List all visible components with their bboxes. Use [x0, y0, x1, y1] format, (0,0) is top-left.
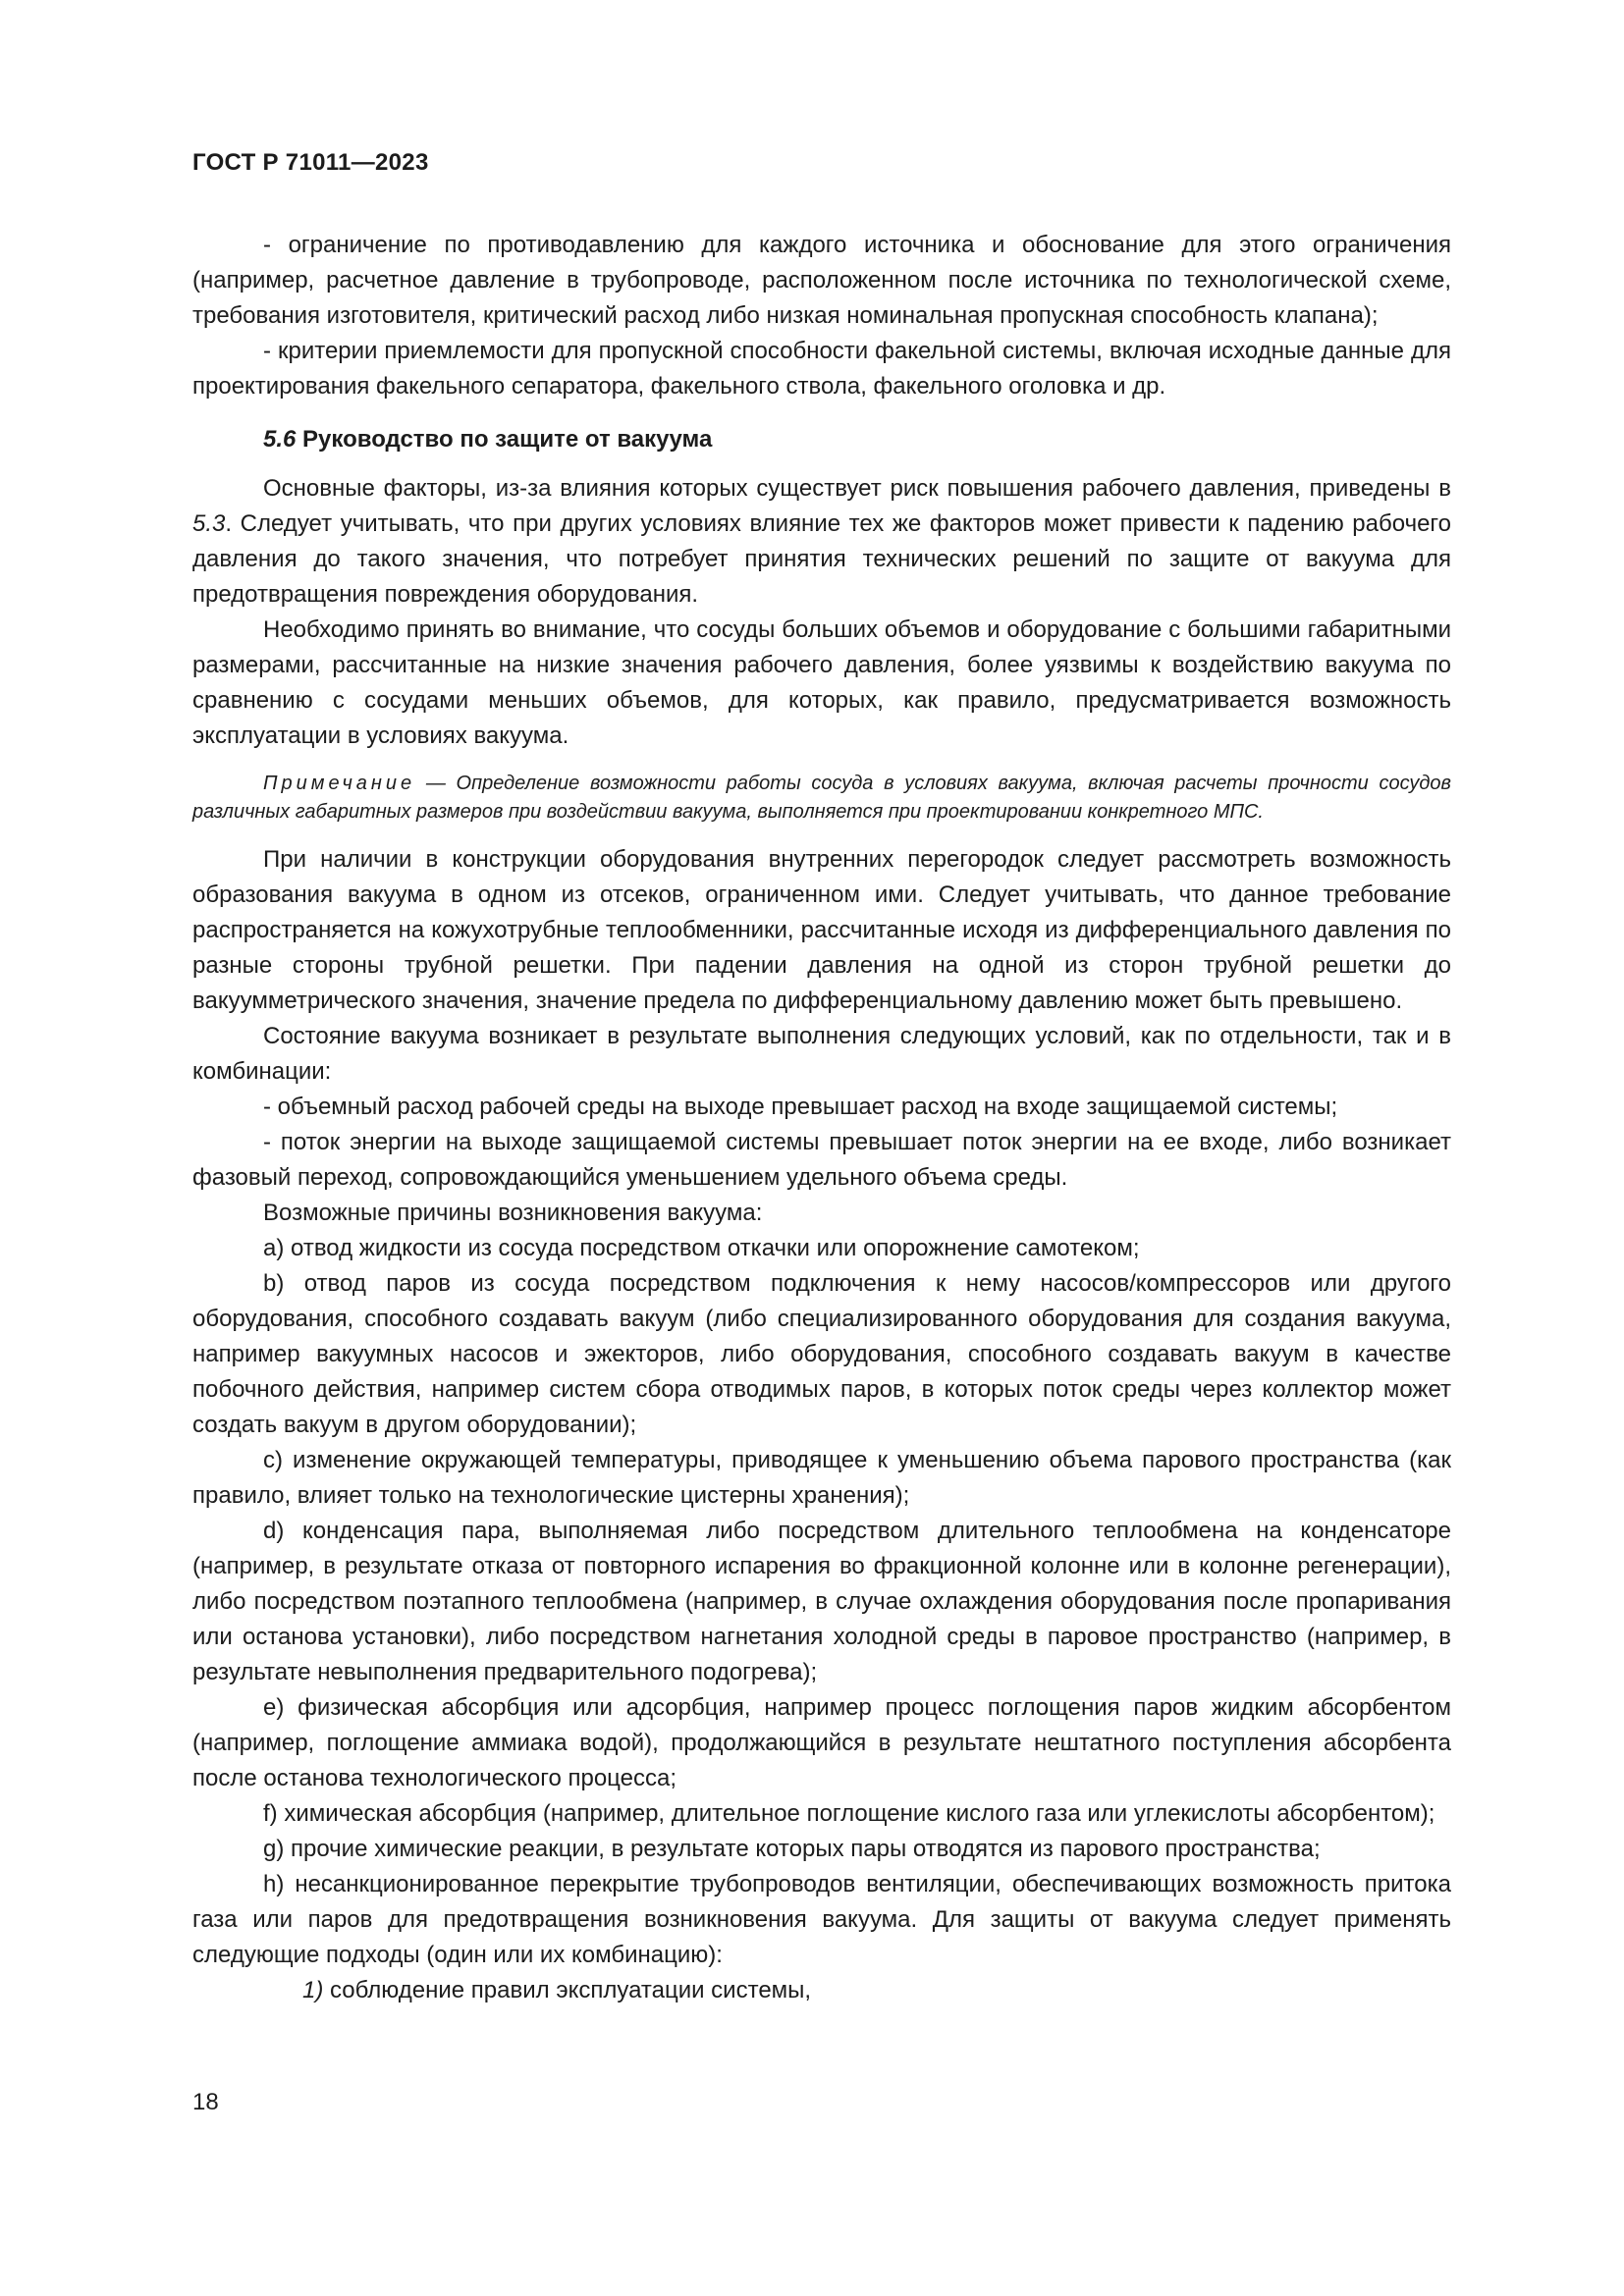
document-header: ГОСТ Р 71011—2023 — [192, 149, 429, 176]
intro-item-1: - ограничение по противодавлению для каждого источника и обоснование для этого ограничения (например, расчетное давление в трубопроводе, расположенном после источника по технологической схеме, требования изготовителя, критический расход либо низкая номинальная пропускная способность клапана); — [192, 232, 1451, 329]
section-title: Руководство по защите от вакуума — [302, 426, 713, 453]
cross-reference: 5.3 — [192, 510, 226, 537]
condition-1: - объемный расход рабочей среды на выходе превышает расход на входе защищаемой системы; — [263, 1094, 1338, 1120]
cause-a: а) отвод жидкости из сосуда посредством откачки или опорожнение самотеком; — [263, 1235, 1140, 1261]
intro-item-2: - критерии приемлемости для пропускной способности факельной системы, включая исходные данные для проектирования факельного сепаратора, факельного ствола, факельного оголовка и др. — [192, 338, 1451, 400]
cause-h: h) несанкционированное перекрытие трубопроводов вентиляции, обеспечивающих возможность притока газа или паров для предотвращения возникновения вакуума. Для защиты от вакуума следует применять следующие подходы (один или их комбинацию): — [192, 1871, 1451, 1968]
paragraph-3: При наличии в конструкции оборудования внутренних перегородок следует рассмотреть возможность образования вакуума в одном из отсеков, ограниченном ими. Следует учитывать, что данное требование распространяется на кожухотрубные теплообменники, рассчитанные исходя из дифференциального давления по разные стороны трубной решетки. При падении давления на одной из сторон трубной решетки до вакуумметрического значения, значение предела по дифференциальному давлению может быть превышено. — [192, 846, 1451, 1014]
causes-intro: Возможные причины возникновения вакуума: — [263, 1200, 763, 1226]
note-text: — Определение возможности работы сосуда в условиях вакуума, включая расчеты прочности сосудов различных габаритных размеров при воздействии вакуума, выполняется при проектировании конкретного МПС. — [192, 773, 1451, 823]
cause-e: e) физическая абсорбция или адсорбция, например процесс поглощения паров жидким абсорбентом (например, поглощение аммиака водой), продолжающийся в результате нештатного поступления абсорбента после останова технологического процесса; — [192, 1694, 1451, 1791]
cause-f: f) химическая абсорбция (например, длительное поглощение кислого газа или углекислоты абсорбентом); — [263, 1800, 1435, 1827]
paragraph-1 — [192, 471, 1451, 613]
section-number: 5.6 — [263, 426, 297, 453]
paragraph-4: Состояние вакуума возникает в результате выполнения следующих условий, как по отдельности, так и в комбинации: — [192, 1023, 1451, 1085]
paragraph-1-start: Основные факторы, из-за влияния которых существует риск повышения рабочего давления, приведены в — [263, 475, 1451, 502]
note-label: Примечание — [263, 773, 416, 794]
cause-c: c) изменение окружающей температуры, приводящее к уменьшению объема парового пространства (как правило, влияет только на технологические цистерны хранения); — [192, 1447, 1451, 1509]
paragraph-2: Необходимо принять во внимание, что сосуды больших объемов и оборудование с большими габаритными размерами, рассчитанные на низкие значения рабочего давления, более уязвимы к воздействию вакуума по сравнению с сосудами меньших объемов, для которых, как правило, предусматривается возможность эксплуатации в условиях вакуума. — [192, 616, 1451, 749]
cause-g: g) прочие химические реакции, в результате которых пары отводятся из парового пространства; — [263, 1836, 1321, 1862]
approach-1-text: соблюдение правил эксплуатации системы, — [323, 1977, 812, 2003]
note-block — [192, 770, 1451, 827]
cause-b: b) отвод паров из сосуда посредством подключения к нему насосов/компрессоров или другого оборудования, способного создавать вакуум (либо специализированного оборудования для создания вакуума, например вакуумных насосов и эжекторов, либо оборудования, способного создавать вакуум в качестве побочного действия, например систем сбора отводимых паров, в которых поток среды через коллектор может создать вакуум в другом оборудовании); — [192, 1270, 1451, 1438]
approach-1 — [192, 1973, 1451, 2008]
condition-2: - поток энергии на выходе защищаемой системы превышает поток энергии на ее входе, либо возникает фазовый переход, сопровождающийся уменьшением удельного объема среды. — [192, 1129, 1451, 1191]
paragraph-1-end: . Следует учитывать, что при других условиях влияние тех же факторов может привести к падению рабочего давления до такого значения, что потребует принятия технических решений по защите от вакуума для предотвращения повреждения оборудования. — [192, 510, 1451, 608]
page-number: 18 — [192, 2089, 219, 2115]
document-body — [192, 228, 1451, 2008]
section-heading — [192, 422, 1451, 457]
approach-1-number: 1) — [302, 1977, 324, 2003]
cause-d: d) конденсация пара, выполняемая либо посредством длительного теплообмена на конденсаторе (например, в результате отказа от повторного испарения во фракционной колонне или в колонне регенерации), либо посредством поэтапного теплообмена (например, в случае охлаждения оборудования после пропаривания или останова установки), либо посредством нагнетания холодной среды в паровое пространство (например, в результате невыполнения предварительного подогрева); — [192, 1518, 1451, 1685]
